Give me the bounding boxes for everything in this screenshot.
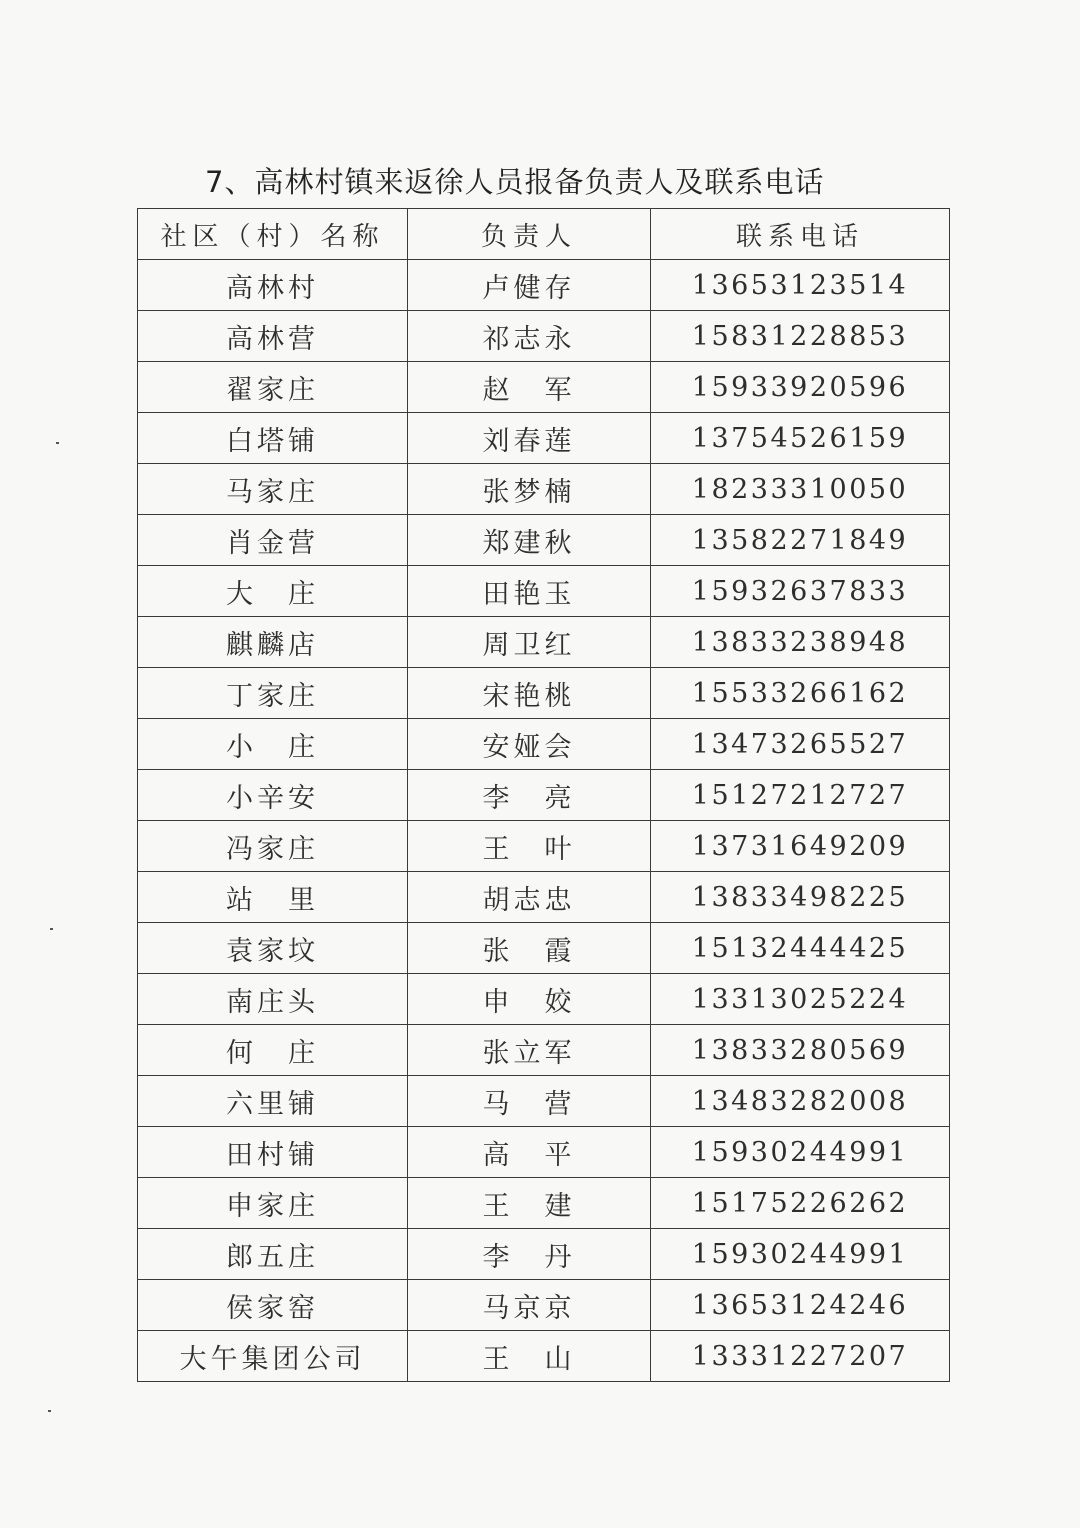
phone-number-cell: 15933920596 — [651, 362, 950, 413]
community-name-cell: 高林营 — [138, 311, 408, 362]
phone-number-cell: 13313025224 — [651, 974, 950, 1025]
table-body — [138, 260, 950, 1382]
person-in-charge-cell: 周卫红 — [408, 617, 651, 668]
community-name-cell: 大 庄 — [138, 566, 408, 617]
phone-number-cell: 13473265527 — [651, 719, 950, 770]
phone-number-cell: 13833238948 — [651, 617, 950, 668]
table-row — [138, 311, 950, 362]
person-in-charge-cell: 申 姣 — [408, 974, 651, 1025]
person-in-charge-cell: 祁志永 — [408, 311, 651, 362]
community-name-cell: 马家庄 — [138, 464, 408, 515]
phone-number-cell: 13731649209 — [651, 821, 950, 872]
community-name-cell: 田村铺 — [138, 1127, 408, 1178]
contact-table — [137, 208, 950, 1382]
person-in-charge-cell: 马 营 — [408, 1076, 651, 1127]
table-row — [138, 1331, 950, 1382]
scan-speck — [56, 442, 59, 444]
community-name-cell: 六里铺 — [138, 1076, 408, 1127]
person-in-charge-cell: 胡志忠 — [408, 872, 651, 923]
table-row — [138, 1025, 950, 1076]
phone-number-cell: 15932637833 — [651, 566, 950, 617]
person-in-charge-cell: 宋艳桃 — [408, 668, 651, 719]
page-title: 7、高林村镇来返徐人员报备负责人及联系电话 — [205, 165, 825, 199]
person-in-charge-cell: 刘春莲 — [408, 413, 651, 464]
community-name-cell: 白塔铺 — [138, 413, 408, 464]
community-name-cell: 申家庄 — [138, 1178, 408, 1229]
table-row — [138, 821, 950, 872]
table-row — [138, 668, 950, 719]
phone-number-cell: 13833280569 — [651, 1025, 950, 1076]
community-name-cell: 袁家坟 — [138, 923, 408, 974]
person-in-charge-cell: 田艳玉 — [408, 566, 651, 617]
phone-number-cell: 13833498225 — [651, 872, 950, 923]
person-in-charge-cell: 张梦楠 — [408, 464, 651, 515]
person-in-charge-cell: 王 叶 — [408, 821, 651, 872]
person-in-charge-cell: 王 山 — [408, 1331, 651, 1382]
phone-number-cell: 13653124246 — [651, 1280, 950, 1331]
table-row — [138, 1280, 950, 1331]
person-in-charge-cell: 李 亮 — [408, 770, 651, 821]
table-row — [138, 515, 950, 566]
table-row — [138, 464, 950, 515]
header-community: 社区（村）名称 — [138, 209, 408, 260]
table-row — [138, 1229, 950, 1280]
header-phone: 联系电话 — [651, 209, 950, 260]
table-row — [138, 872, 950, 923]
phone-number-cell: 15533266162 — [651, 668, 950, 719]
person-in-charge-cell: 马京京 — [408, 1280, 651, 1331]
community-name-cell: 大午集团公司 — [138, 1331, 408, 1382]
community-name-cell: 肖金营 — [138, 515, 408, 566]
person-in-charge-cell: 郑建秋 — [408, 515, 651, 566]
person-in-charge-cell: 高 平 — [408, 1127, 651, 1178]
table-row — [138, 413, 950, 464]
table-row — [138, 1178, 950, 1229]
community-name-cell: 冯家庄 — [138, 821, 408, 872]
table-row — [138, 1076, 950, 1127]
community-name-cell: 站 里 — [138, 872, 408, 923]
community-name-cell: 麒麟店 — [138, 617, 408, 668]
phone-number-cell: 15132444425 — [651, 923, 950, 974]
header-person: 负责人 — [408, 209, 651, 260]
person-in-charge-cell: 赵 军 — [408, 362, 651, 413]
table-header-row — [138, 209, 950, 260]
phone-number-cell: 15831228853 — [651, 311, 950, 362]
phone-number-cell: 15930244991 — [651, 1127, 950, 1178]
person-in-charge-cell: 李 丹 — [408, 1229, 651, 1280]
community-name-cell: 高林村 — [138, 260, 408, 311]
table-row — [138, 770, 950, 821]
phone-number-cell: 13483282008 — [651, 1076, 950, 1127]
community-name-cell: 丁家庄 — [138, 668, 408, 719]
table-row — [138, 260, 950, 311]
table-row — [138, 617, 950, 668]
person-in-charge-cell: 王 建 — [408, 1178, 651, 1229]
table-row — [138, 974, 950, 1025]
phone-number-cell: 13754526159 — [651, 413, 950, 464]
community-name-cell: 侯家窑 — [138, 1280, 408, 1331]
phone-number-cell: 13582271849 — [651, 515, 950, 566]
table-row — [138, 719, 950, 770]
phone-number-cell: 15175226262 — [651, 1178, 950, 1229]
community-name-cell: 小 庄 — [138, 719, 408, 770]
person-in-charge-cell: 卢健存 — [408, 260, 651, 311]
community-name-cell: 小辛安 — [138, 770, 408, 821]
table-row — [138, 1127, 950, 1178]
phone-number-cell: 15127212727 — [651, 770, 950, 821]
table-row — [138, 566, 950, 617]
phone-number-cell: 13331227207 — [651, 1331, 950, 1382]
person-in-charge-cell: 安娅会 — [408, 719, 651, 770]
community-name-cell: 翟家庄 — [138, 362, 408, 413]
person-in-charge-cell: 张 霞 — [408, 923, 651, 974]
phone-number-cell: 15930244991 — [651, 1229, 950, 1280]
scan-speck — [48, 1410, 51, 1412]
community-name-cell: 郎五庄 — [138, 1229, 408, 1280]
person-in-charge-cell: 张立军 — [408, 1025, 651, 1076]
phone-number-cell: 18233310050 — [651, 464, 950, 515]
community-name-cell: 何 庄 — [138, 1025, 408, 1076]
table-row — [138, 362, 950, 413]
community-name-cell: 南庄头 — [138, 974, 408, 1025]
table-row — [138, 923, 950, 974]
phone-number-cell: 13653123514 — [651, 260, 950, 311]
scan-speck — [50, 928, 53, 930]
